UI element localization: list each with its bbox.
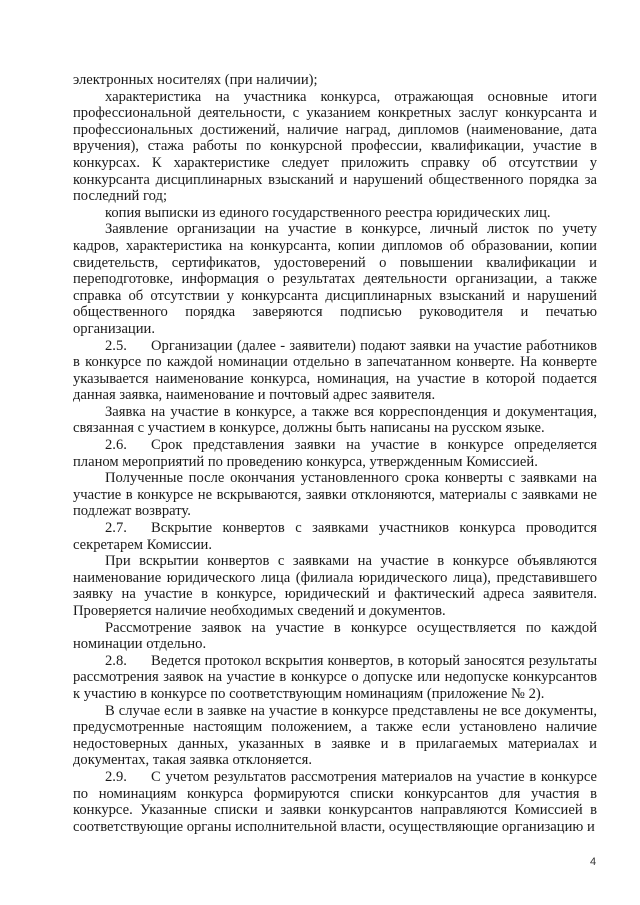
paragraph-text: Вскрытие конвертов с заявками участников конкурса проводится секретарем Комиссии. <box>73 520 597 553</box>
section-number: 2.5. <box>105 337 127 354</box>
paragraph-text: При вскрытии конвертов с заявками на участие в конкурсе объявляются наименование юридического лица (филиала юридического лица), представившего заявку на участие в конкурсе, юридический и фактический адреса заявителя. Проверяется наличие необходимых сведений и документов. <box>73 553 597 619</box>
paragraph-text: копия выписки из единого государственного реестра юридических лиц. <box>105 204 551 221</box>
paragraph <box>73 769 597 835</box>
paragraph <box>73 653 597 703</box>
paragraph <box>73 205 597 222</box>
paragraph-text: Срок представления заявки на участие в конкурсе определяется планом мероприятий по проведению конкурса, утвержденным Комиссией. <box>73 437 597 470</box>
paragraph-text: Организации (далее - заявители) подают заявки на участие работников в конкурсе по каждой номинации отдельно в запечатанном конверте. На конверте указывается наименование конкурса, номинация, на участие в которой подается данная заявка, наименование и почтовый адрес заявителя. <box>73 337 597 404</box>
paragraph <box>73 520 597 553</box>
section-number: 2.8. <box>105 652 127 669</box>
paragraph-text: характеристика на участника конкурса, отражающая основные итоги профессиональной деятельности, с указанием конкретных заслуг конкурсанта и профессиональных достижений, наличие наград, дипломов (наименование, дата вручения), стажа работы по конкурсной профессии, квалификации, участие в конкурсах. К характеристике следует приложить справку об отсутствии у конкурсанта дисциплинарных взысканий и нарушений общественного порядка за последний год; <box>73 88 597 205</box>
paragraph-text: В случае если в заявке на участие в конкурсе представлены не все документы, предусмотренные настоящим положением, а также если установлено наличие недостоверных данных, указанных в заявке и в прилагаемых материалах и документах, такая заявка отклоняется. <box>73 702 597 769</box>
page-number: 4 <box>590 856 597 868</box>
paragraph-text: Рассмотрение заявок на участие в конкурсе осуществляется по каждой номинации отдельно. <box>73 619 597 653</box>
section-number: 2.9. <box>105 768 127 785</box>
paragraph-text: Заявление организации на участие в конкурсе, личный листок по учету кадров, характеристика на конкурсанта, копии дипломов об образовании, копии свидетельств, сертификатов, удостоверений о повышении квалификации и переподготовке, информация о результатах деятельности организации, а также справка об отсутствии у конкурсанта дисциплинарных взысканий и нарушений общественного порядка заверяются подписью руководителя и печатью организации. <box>73 221 597 337</box>
paragraph <box>73 703 597 769</box>
paragraph <box>73 72 597 89</box>
paragraph-text: Полученные после окончания установленного срока конверты с заявками на участие в конкурсе не вскрываются, заявки отклоняются, материалы с заявками не подлежат возврату. <box>73 470 597 520</box>
paragraph-text: С учетом результатов рассмотрения материалов на участие в конкурсе по номинациям конкурса формируются списки конкурсантов для участия в конкурсе. Указанные списки и заявки конкурсантов направляются Комиссией в соответствующие органы исполнительной власти, осуществляющие организацию и <box>73 768 597 835</box>
document-body <box>73 72 597 835</box>
paragraph <box>73 89 597 205</box>
paragraph-text: Заявка на участие в конкурсе, а также вся корреспонденция и документация, связанная с участием в конкурсе, должны быть написаны на русском языке. <box>73 403 597 437</box>
paragraph-text: Ведется протокол вскрытия конвертов, в который заносятся результаты рассмотрения заявок на участие в конкурсе о допуске или недопуске конкурсантов к участию в конкурсе по соответствующим номинациям (приложение № 2). <box>73 652 597 702</box>
section-number: 2.6. <box>105 437 127 454</box>
paragraph <box>73 437 597 470</box>
paragraph-text: электронных носителях (при наличии); <box>73 72 318 88</box>
paragraph <box>73 338 597 404</box>
paragraph <box>73 620 597 653</box>
paragraph <box>73 404 597 437</box>
paragraph <box>73 553 597 619</box>
paragraph <box>73 221 597 337</box>
section-number: 2.7. <box>105 520 127 537</box>
paragraph <box>73 470 597 520</box>
